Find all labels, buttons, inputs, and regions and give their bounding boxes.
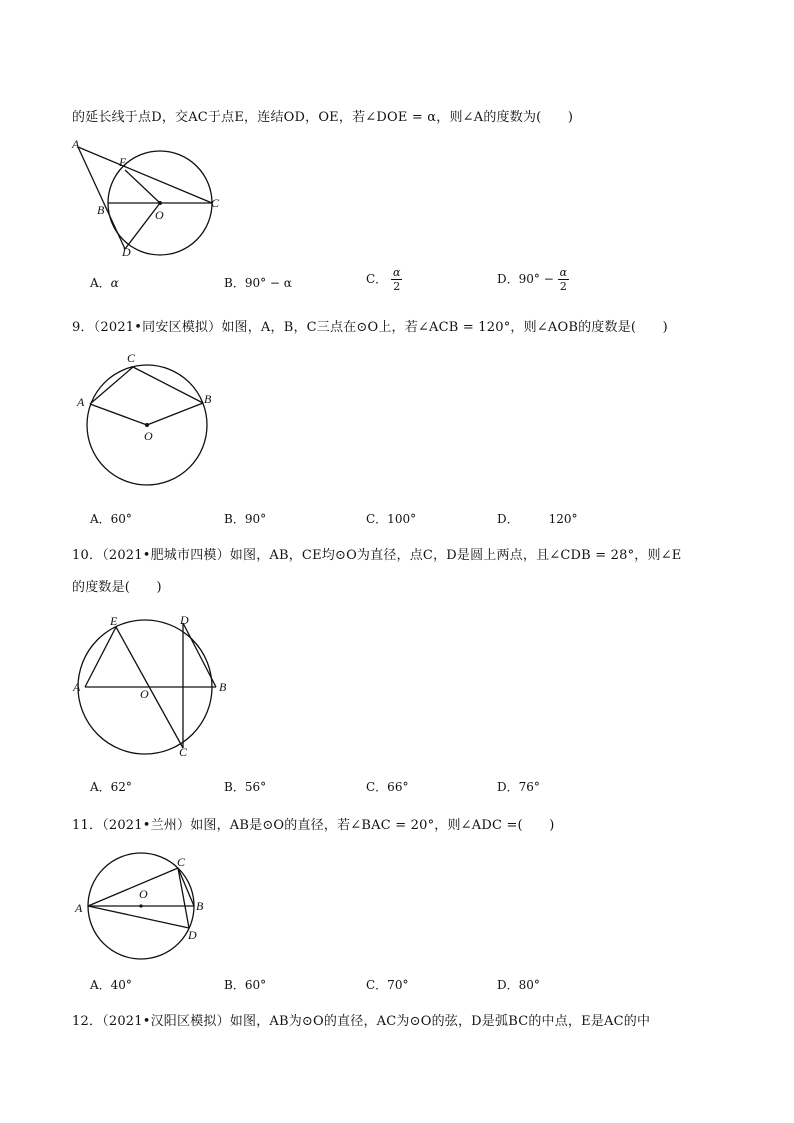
q11-label-D: D bbox=[188, 928, 197, 942]
q11-option-d[interactable]: D．80° bbox=[497, 978, 540, 992]
q10-label-D: D bbox=[180, 613, 189, 627]
q8-option-b-prefix: B． bbox=[224, 276, 245, 290]
q11-label-A: A bbox=[75, 901, 83, 915]
q12-text: 12．（2021•汉阳区模拟）如图，AB为⊙O的直径，AC为⊙O的弦，D是弧BC的中点，E是AC的中 bbox=[72, 1014, 651, 1029]
q8-option-d-value: 90° − bbox=[518, 272, 554, 286]
q9-label-C: C bbox=[127, 351, 136, 365]
q8-option-b[interactable] bbox=[224, 274, 292, 291]
q9-text: 9．（2021•同安区模拟）如图，A，B，C三点在⊙O上，若∠ACB = 120°，则∠AOB的度数是( ) bbox=[72, 320, 668, 335]
q8-option-a-prefix: A． bbox=[90, 276, 111, 290]
q11-text: 11．（2021•兰州）如图，AB是⊙O的直径，若∠BAC = 20°，则∠ADC =( ) bbox=[72, 818, 555, 833]
q8-label-O: O bbox=[155, 208, 164, 222]
q11-figure bbox=[70, 850, 220, 970]
q9-option-c[interactable]: C．100° bbox=[366, 512, 417, 526]
q8-label-A: A bbox=[72, 137, 80, 151]
q8-option-c[interactable] bbox=[366, 266, 402, 293]
q10-label-A: A bbox=[73, 680, 81, 694]
q8-option-a[interactable] bbox=[90, 274, 119, 291]
q11-label-C: C bbox=[177, 855, 186, 869]
q8-option-c-numerator: α bbox=[393, 266, 401, 279]
q8-option-d-numerator: α bbox=[559, 266, 568, 279]
q11-label-O: O bbox=[139, 887, 148, 901]
q9-option-d-value: 120° bbox=[548, 512, 578, 526]
q10-option-c[interactable]: C．66° bbox=[366, 780, 409, 794]
q8-label-C: C bbox=[211, 196, 220, 210]
q8-text: 的延长线于点D，交AC于点E，连结OD，OE，若∠DOE = α，则∠A的度数为( ) bbox=[72, 110, 574, 125]
q10-label-B: B bbox=[219, 680, 227, 694]
q11-option-c[interactable]: C．70° bbox=[366, 978, 409, 992]
q9-option-a[interactable]: A．60° bbox=[90, 512, 132, 526]
q8-option-c-prefix: C． bbox=[366, 272, 388, 286]
q9-option-d[interactable] bbox=[497, 510, 578, 527]
q10-label-C: C bbox=[179, 745, 188, 759]
q9-option-d-prefix: D． bbox=[497, 512, 519, 526]
q10-text-line2: 的度数是( ) bbox=[72, 580, 162, 595]
q10-option-a[interactable]: A．62° bbox=[90, 780, 132, 794]
q8-option-d-prefix: D． bbox=[497, 272, 519, 286]
q8-option-a-value: α bbox=[110, 276, 119, 290]
q10-figure bbox=[70, 612, 240, 762]
q8-option-d-denominator: 2 bbox=[559, 280, 567, 293]
q10-label-O: O bbox=[140, 687, 149, 701]
q8-option-c-denominator: 2 bbox=[393, 280, 401, 293]
q11-label-B: B bbox=[196, 899, 204, 913]
q10-option-d[interactable]: D．76° bbox=[497, 780, 540, 794]
q8-option-c-fraction bbox=[391, 266, 402, 293]
q8-option-d[interactable] bbox=[497, 266, 569, 293]
q10-text-line1: 10．（2021•肥城市四模）如图，AB，CE均⊙O为直径，点C，D是圆上两点，且∠CDB = 28°，则∠E bbox=[72, 548, 682, 563]
q8-option-d-fraction bbox=[558, 266, 569, 293]
q10-label-E: E bbox=[110, 614, 118, 628]
q10-option-b[interactable]: B．56° bbox=[224, 780, 267, 794]
q8-label-B: B bbox=[97, 203, 105, 217]
q8-option-b-value: 90° − α bbox=[244, 276, 292, 290]
q9-figure bbox=[72, 348, 232, 488]
q8-label-D: D bbox=[122, 245, 131, 259]
q8-figure bbox=[68, 134, 228, 262]
q9-label-O: O bbox=[144, 429, 153, 443]
q11-option-a[interactable]: A．40° bbox=[90, 978, 132, 992]
q9-option-b[interactable]: B．90° bbox=[224, 512, 267, 526]
q11-option-b[interactable]: B．60° bbox=[224, 978, 267, 992]
q8-label-E: E bbox=[119, 155, 127, 169]
q9-label-A: A bbox=[77, 395, 85, 409]
q9-label-B: B bbox=[204, 392, 212, 406]
